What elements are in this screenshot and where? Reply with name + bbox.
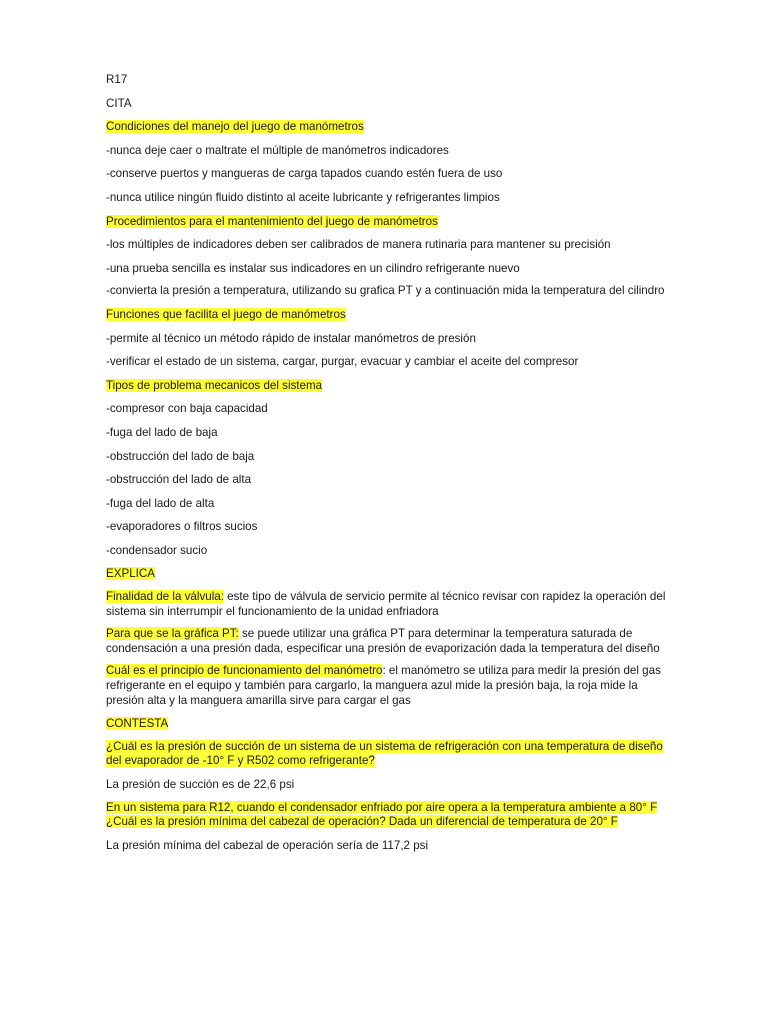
question-label: Para que se la gráfica PT: bbox=[106, 627, 239, 641]
list-item: -una prueba sencilla es instalar sus indicadores en un cilindro refrigerante nuevo bbox=[106, 261, 520, 275]
section-heading-funciones: Funciones que facilita el juego de manómetros bbox=[106, 307, 346, 321]
answer-text: se puede utilizar una gráfica PT para determinar la temperatura saturada de condensación a una presión dada, especificar una presión de evaporización dada la temperatura del diseño bbox=[106, 627, 660, 655]
list-item: -compresor con baja capacidad bbox=[106, 402, 268, 416]
section-heading-explica: EXPLICA bbox=[106, 567, 155, 581]
answer-text: este tipo de válvula de servicio permite al técnico revisar con rapidez la operación del sistema sin interrumpir el funcionamiento de la unidad enfriadora bbox=[106, 590, 666, 618]
answer-text: : el manómetro se utiliza para medir la presión del gas refrigerante en el equipo y también para cargarlo, la manguera azul mide la presión baja, la roja mide la presión alta y la manguera amarilla sirve para cargar el gas bbox=[106, 664, 661, 707]
section-heading-procedimientos: Procedimientos para el mantenimiento del juego de manómetros bbox=[106, 214, 438, 228]
list-item: -evaporadores o filtros sucios bbox=[106, 520, 258, 534]
explica-answer-valvula bbox=[106, 590, 666, 619]
list-item: -conserve puertos y mangueras de carga tapados cuando estén fuera de uso bbox=[106, 167, 503, 181]
list-item: -fuga del lado de alta bbox=[106, 496, 215, 510]
section-heading-tipos: Tipos de problema mecanicos del sistema bbox=[106, 378, 323, 392]
section-heading-contesta: CONTESTA bbox=[106, 717, 169, 731]
list-item: -los múltiples de indicadores deben ser calibrados de manera rutinaria para mantener su precisión bbox=[106, 238, 611, 252]
question-label: Cuál es el principio de funcionamiento del manómetro bbox=[106, 664, 383, 678]
question-label: Finalidad de la válvula: bbox=[106, 590, 224, 604]
answer-text: La presión de succión es de 22,6 psi bbox=[106, 778, 295, 791]
list-item: -verificar el estado de un sistema, cargar, purgar, evacuar y cambiar el aceite del compresor bbox=[106, 355, 579, 369]
list-item: -nunca deje caer o maltrate el múltiple de manómetros indicadores bbox=[106, 143, 449, 157]
section-heading-condiciones: Condiciones del manejo del juego de manómetros bbox=[106, 120, 364, 134]
question-text: ¿Cuál es la presión de succión de un sistema de un sistema de refrigeración con una temperatura de diseño del evaporador de -10° F y R502 como refrigerante? bbox=[106, 739, 663, 768]
list-item: -condensador sucio bbox=[106, 543, 208, 557]
explica-answer-grafica bbox=[106, 627, 666, 656]
answer-text: La presión mínima del cabezal de operación sería de 117,2 psi bbox=[106, 838, 429, 852]
list-item: -obstrucción del lado de baja bbox=[106, 449, 255, 463]
doc-cita: CITA bbox=[106, 96, 132, 110]
list-item: -convierta la presión a temperatura, utilizando su grafica PT y a continuación mida la temperatura del cilindro bbox=[106, 284, 665, 298]
list-item: -permite al técnico un método rápido de instalar manómetros de presión bbox=[106, 331, 476, 345]
doc-code: R17 bbox=[106, 73, 128, 86]
list-item: -fuga del lado de baja bbox=[106, 425, 218, 439]
question-text: En un sistema para R12, cuando el condensador enfriado por aire opera a la temperatura ambiente a 80° F ¿Cuál es la presión mínima del cabezal de operación? Dada un diferencial de temperatura de 20° F bbox=[106, 800, 658, 829]
list-item: -nunca utilice ningún fluido distinto al aceite lubricante y refrigerantes limpios bbox=[106, 190, 500, 204]
list-item: -obstrucción del lado de alta bbox=[106, 473, 252, 487]
explica-answer-manometro bbox=[106, 664, 666, 708]
document-page bbox=[106, 72, 666, 861]
